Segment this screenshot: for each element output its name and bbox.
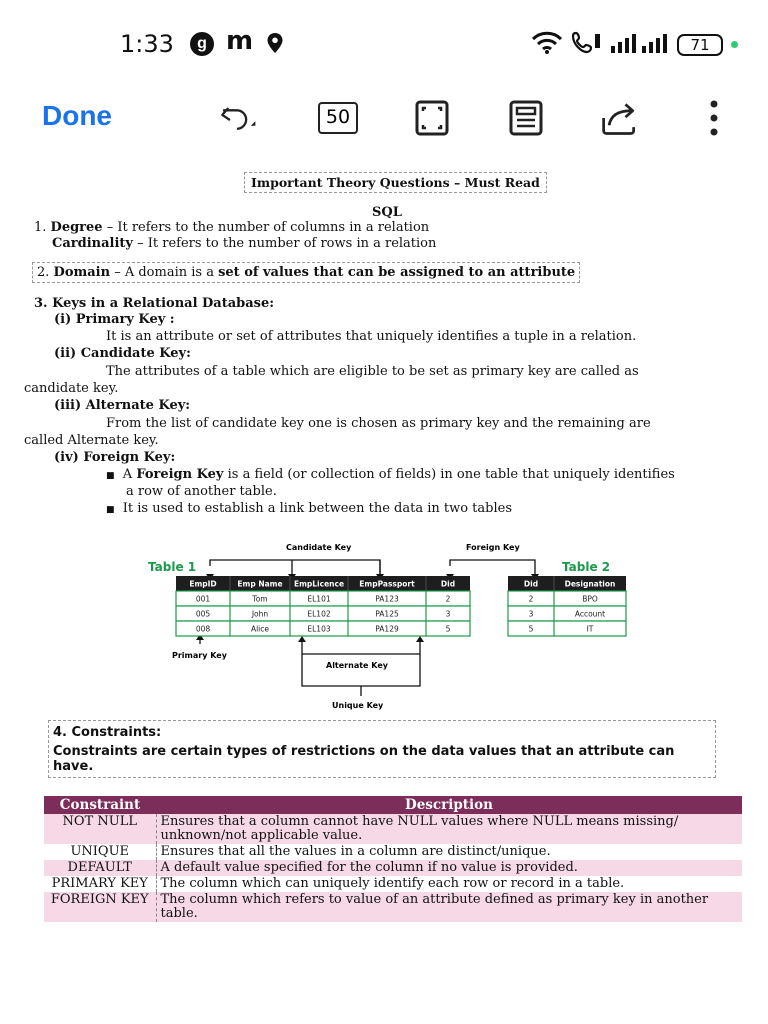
table-row: PRIMARY KEY The column which can uniquely identify each row or record in a table. bbox=[44, 876, 742, 892]
table2-cell: 2 bbox=[528, 594, 534, 604]
table1-cell: 2 bbox=[445, 594, 451, 604]
item1-degree: 1. Degree – It refers to the number of columns in a relation bbox=[34, 220, 430, 235]
table2-cell: BPO bbox=[582, 594, 598, 604]
degree-term: Degree bbox=[50, 220, 103, 235]
table1-cell: Tom bbox=[252, 594, 268, 604]
table2 bbox=[508, 576, 626, 636]
signal-bars-icon bbox=[611, 31, 669, 58]
table1-header-cell: Did bbox=[440, 579, 456, 589]
table1-cell: EL103 bbox=[307, 624, 331, 634]
primary-key-heading: (i) Primary Key : bbox=[54, 312, 175, 327]
fit-screen-icon[interactable] bbox=[412, 98, 452, 138]
foreign-key-heading: (iv) Foreign Key: bbox=[54, 450, 176, 465]
page-count-box: 50 bbox=[318, 102, 358, 134]
alternate-key-text-2: called Alternate key. bbox=[24, 433, 159, 448]
reading-mode-icon[interactable] bbox=[506, 98, 546, 138]
unique-key-label: Unique Key bbox=[332, 701, 384, 710]
doc-title: Important Theory Questions – Must Read bbox=[244, 172, 547, 193]
foreign-key-bullet-1: ■ A Foreign Key is a field (or collection of fields) in one table that uniquely identifies bbox=[106, 467, 675, 482]
table1-cell: PA129 bbox=[375, 624, 399, 634]
table1-cell: Alice bbox=[250, 624, 270, 634]
foreign-key-bullet-1-cont: a row of another table. bbox=[126, 484, 277, 499]
table2-row bbox=[508, 591, 626, 606]
table-row: DEFAULT A default value specified for the column if no value is provided. bbox=[44, 860, 742, 876]
table1-label: Table 1 bbox=[148, 560, 197, 574]
table1-cell: EL102 bbox=[307, 609, 331, 619]
candidate-key-text-1: The attributes of a table which are eligible to be set as primary key are called as bbox=[106, 364, 639, 379]
table1-cell: EL101 bbox=[307, 594, 331, 604]
table-row: NOT NULL Ensures that a column cannot have NULL values where NULL means missing/ unknown/not applicable value. bbox=[44, 814, 742, 844]
table2-cell: IT bbox=[586, 624, 594, 634]
table1-cell: 005 bbox=[195, 609, 211, 619]
table1-cell: PA125 bbox=[375, 609, 399, 619]
table2-cell: 5 bbox=[528, 624, 534, 634]
keys-diagram-svg bbox=[140, 538, 640, 718]
item2-domain: 2. Domain – A domain is a set of values that can be assigned to an attribute bbox=[32, 262, 580, 283]
col-description: Description bbox=[156, 796, 742, 814]
constraints-table bbox=[44, 796, 742, 922]
keys-heading: 3. Keys in a Relational Database: bbox=[34, 296, 275, 311]
share-icon[interactable] bbox=[600, 98, 640, 138]
alternate-key-text-1: From the list of candidate key one is chosen as primary key and the remaining are bbox=[106, 416, 651, 431]
privacy-indicator-dot bbox=[731, 41, 738, 48]
domain-term: Domain bbox=[53, 265, 111, 280]
constraints-heading: 4. Constraints: bbox=[53, 725, 162, 740]
table2-label: Table 2 bbox=[562, 560, 611, 574]
primary-key-text: It is an attribute or set of attributes that uniquely identifies a tuple in a relation. bbox=[106, 329, 637, 344]
table1 bbox=[176, 576, 470, 636]
call-signal-icon bbox=[571, 30, 603, 59]
sql-heading: SQL bbox=[372, 205, 402, 220]
foreign-key-bullet-2: ■ It is used to establish a link between the data in two tables bbox=[106, 501, 512, 516]
table1-cell: 008 bbox=[195, 624, 211, 634]
document-page bbox=[0, 160, 768, 1024]
table2-cell: Account bbox=[574, 609, 606, 619]
table-row: FOREIGN KEY The column which refers to value of an attribute defined as primary key in another table. bbox=[44, 892, 742, 922]
table2-row bbox=[508, 621, 626, 636]
table-row: UNIQUE Ensures that all the values in a column are distinct/unique. bbox=[44, 844, 742, 860]
table1-header-cell: EmpID bbox=[189, 579, 217, 589]
table1-cell: 001 bbox=[195, 594, 211, 604]
table2-cell: 3 bbox=[528, 609, 534, 619]
cardinality-text: – It refers to the number of rows in a relation bbox=[132, 236, 437, 251]
table1-header-cell: EmpPassport bbox=[359, 579, 415, 589]
battery-icon: 71 bbox=[677, 34, 723, 56]
alternate-key-heading: (iii) Alternate Key: bbox=[54, 398, 191, 413]
page-count-button[interactable] bbox=[318, 98, 358, 138]
foreign-key-label: Foreign Key bbox=[466, 543, 520, 552]
table1-header-cell: Emp Name bbox=[237, 579, 283, 589]
table1-cell: John bbox=[251, 609, 269, 619]
status-time: 1:33 bbox=[120, 30, 174, 58]
done-button[interactable]: Done bbox=[42, 100, 112, 131]
more-options-icon[interactable] bbox=[694, 98, 734, 138]
m-icon: m bbox=[226, 26, 254, 56]
alternate-key-label: Alternate Key bbox=[326, 661, 388, 670]
constraints-intro: Constraints are certain types of restrictions on the data values that an attribute can have. bbox=[53, 744, 675, 774]
g-icon: g bbox=[190, 32, 214, 56]
table1-header-cell: EmpLicence bbox=[293, 579, 345, 589]
wifi-icon bbox=[531, 30, 563, 59]
degree-text: – It refers to the number of columns in a relation bbox=[102, 220, 430, 235]
item1-cardinality bbox=[52, 236, 436, 251]
cardinality-term: Cardinality bbox=[52, 236, 133, 251]
undo-icon[interactable] bbox=[220, 98, 260, 138]
constraints-heading-box bbox=[48, 720, 716, 778]
keys-diagram bbox=[140, 538, 640, 718]
viewer-toolbar bbox=[0, 88, 768, 158]
candidate-key-heading: (ii) Candidate Key: bbox=[54, 346, 191, 361]
primary-key-label: Primary Key bbox=[172, 651, 227, 660]
table1-cell: 3 bbox=[445, 609, 451, 619]
status-bar bbox=[0, 0, 768, 88]
table2-header-cell: Did bbox=[523, 579, 539, 589]
table1-cell: 5 bbox=[445, 624, 451, 634]
table2-row bbox=[508, 606, 626, 621]
table1-cell: PA123 bbox=[375, 594, 399, 604]
status-right-cluster bbox=[531, 30, 738, 59]
domain-definition: set of values that can be assigned to an attribute bbox=[218, 265, 576, 280]
candidate-key-text-2: candidate key. bbox=[24, 381, 119, 396]
table2-header-cell: Designation bbox=[564, 579, 616, 589]
candidate-key-label: Candidate Key bbox=[286, 543, 352, 552]
location-pin-icon bbox=[266, 32, 284, 59]
col-constraint: Constraint bbox=[44, 796, 156, 814]
